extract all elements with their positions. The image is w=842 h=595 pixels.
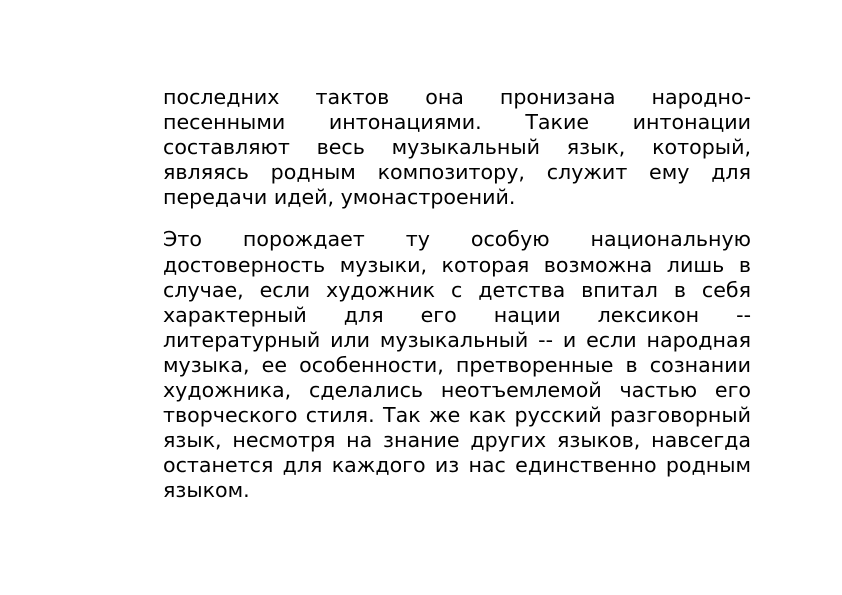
paragraph-1: последних тактов она пронизана народно-песенными интонациями. Такие интонации составляют весь музыкальный язык, который, являясь родным композитору, служит ему для передачи идей, умонастроений.: [163, 85, 751, 210]
body-text: [163, 85, 751, 504]
paragraph-2: Это порождает ту особую национальную достоверность музыки, которая возможна лишь в случае, если художник с детства впитал в себя характерный для его нации лексикон -- литературный или музыкальный -- и если народная музыка, ее особенности, претворенные в сознании художника, сделались неотъемлемой частью его творческого стиля. Так же как русский разговорный язык, несмотря на знание других языков, навсегда останется для каждого из нас единственно родным языком.: [163, 227, 751, 503]
